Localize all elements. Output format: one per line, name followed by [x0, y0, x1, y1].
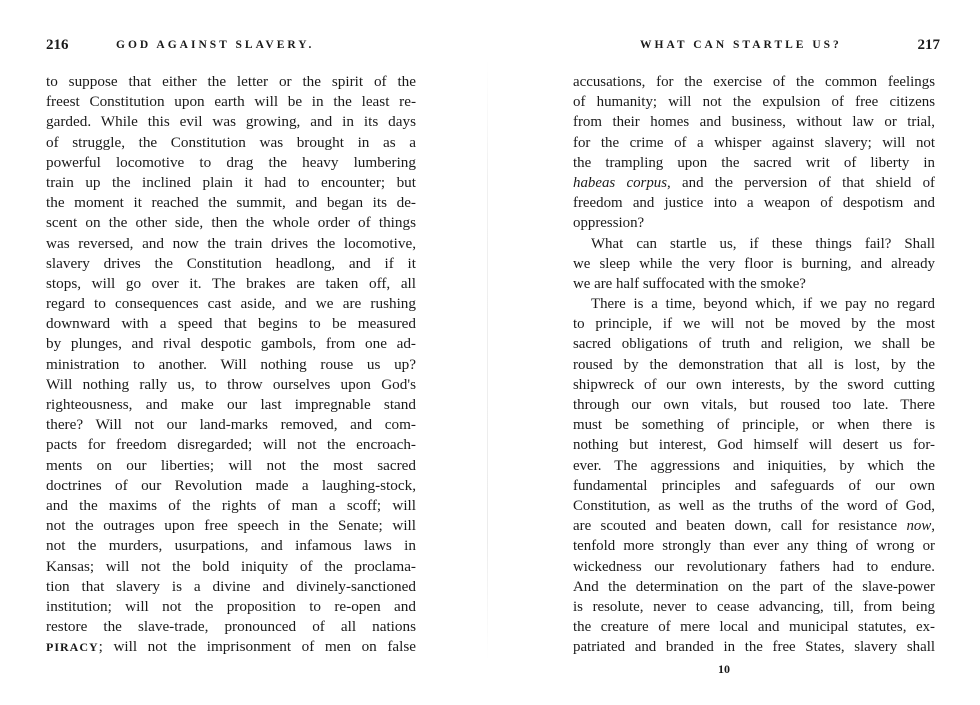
text-line: wickedness our revolutionary fathers had to endure.: [573, 558, 935, 575]
text-line: habeas corpus, and the perversion of that shield of: [573, 174, 935, 191]
text-line: ministration to another. Will nothing rouse us up?: [46, 355, 416, 373]
text-line: by plunges, and rival despotic gambols, from one ad-: [46, 335, 416, 353]
text-line: must be something of principle, or when there is: [573, 417, 935, 434]
text-line: not the outrages upon free speech in the Senate; will: [46, 517, 416, 535]
text-line: tenfold more strongly than ever any thing of wrong or: [573, 538, 935, 555]
text-line: through our own vitals, but roused too late. There: [573, 397, 935, 413]
text-line: And the determination on the part of the slave-power: [573, 578, 935, 595]
text-line: of humanity; will not the expulsion of free citizens: [573, 94, 935, 111]
text-line: of struggle, the Constitution was brought in as a: [46, 133, 416, 151]
text-line: Constitution, as well as the truths of the word of God,: [573, 497, 935, 514]
page-gutter: [487, 60, 488, 660]
text-line: There is a time, beyond which, if we pay no regard: [591, 296, 935, 313]
text-line: ever. The aggressions and iniquities, by which the: [573, 457, 935, 474]
right-page-number: 217: [917, 37, 940, 53]
text-line: stops, will go over it. The brakes are taken off, all: [46, 274, 416, 292]
text-line: regard to consequences cast aside, and we are rushing: [46, 295, 416, 313]
text-line: to principle, if we will not be moved by the most: [573, 316, 935, 333]
text-line: for the crime of a whisper against slavery; will not: [573, 134, 935, 151]
text-line: the moment it reached the summit, and began its de-: [46, 194, 416, 212]
text-line: shipwreck of our own interests, by the sword cutting: [573, 376, 935, 393]
text-line: slavery drives the Constitution headlong, and if it: [46, 254, 416, 272]
text-line: to suppose that either the letter or the spirit of the: [46, 73, 416, 90]
text-line: is resolute, never to cease advancing, till, from being: [573, 598, 935, 615]
text-line: train up the inclined plain it had to encounter; but: [46, 173, 416, 191]
text-line: tion that slavery is a divine and divinely-sanctioned: [46, 577, 416, 595]
text-line: the trampling upon the sacred writ of liberty in: [573, 154, 935, 171]
text-line: was reversed, and now the train drives the locomotive,: [46, 234, 416, 252]
text-line: garded. While this evil was growing, and in its days: [46, 113, 416, 131]
text-line: are scouted and beaten down, call for resistance now,: [573, 518, 935, 535]
text-line: roused by the demonstration that all is lost, by the: [573, 356, 935, 373]
text-line: freedom and justice into a weapon of despotism and: [573, 195, 935, 212]
text-line: not the murders, usurpations, and infamous laws in: [46, 537, 416, 555]
text-line: righteousness, and make our last impregnable stand: [46, 396, 416, 413]
text-line: What can startle us, if these things fail? Shall: [591, 235, 935, 252]
text-line: scent on the other side, then the whole order of things: [46, 214, 416, 232]
text-line: oppression?: [573, 215, 645, 232]
signature-mark: 10: [718, 662, 730, 676]
text-line: accusations, for the exercise of the common feelings: [573, 74, 935, 90]
text-line: restore the slave-trade, pronounced of all nations: [46, 618, 416, 636]
left-running-title: GOD AGAINST SLAVERY.: [116, 39, 315, 51]
text-line: we sleep while the very floor is burning, and already: [573, 255, 935, 272]
right-running-head: [640, 38, 940, 58]
text-line: PIRACY; will not the imprisonment of men on false: [46, 638, 416, 656]
text-line: doctrines of our Revolution made a laughing-stock,: [46, 476, 416, 494]
left-running-head: [46, 38, 420, 58]
text-line: pacts for freedom disregarded; will not the encroach-: [46, 436, 416, 454]
right-body-text: [573, 72, 935, 657]
text-line: from their homes and business, without law or trial,: [573, 114, 935, 131]
text-line: Will nothing rally us, to throw ourselves upon God's: [46, 375, 416, 393]
left-page-number: 216: [46, 37, 69, 53]
text-line: and the maxims of the rights of man a scoff; will: [46, 496, 416, 514]
text-line: the creature of mere local and municipal statutes, ex-: [573, 619, 935, 636]
text-line: patriated and branded in the free States, slavery shall: [573, 639, 935, 656]
text-line: institution; will not the proposition to re-open and: [46, 597, 416, 615]
text-line: ments on our liberties; will not the most sacred: [46, 456, 416, 474]
text-line: downward with a speed that begins to be measured: [46, 315, 416, 333]
text-line: nothing but interest, God himself will desert us for-: [573, 437, 935, 454]
text-line: powerful locomotive to drag the heavy lumbering: [46, 153, 416, 171]
left-body-text: [46, 72, 416, 657]
text-line: Kansas; will not the bold iniquity of the proclama-: [46, 557, 416, 575]
text-line: fundamental principles and safeguards of our own: [573, 477, 935, 494]
right-page: [490, 0, 980, 705]
right-running-title: WHAT CAN STARTLE US?: [640, 39, 842, 51]
text-line: there? Will not our land-marks removed, and com-: [46, 416, 416, 434]
text-line: sacred obligations of truth and religion, we shall be: [573, 336, 935, 353]
text-line: freest Constitution upon earth will be in the least re-: [46, 93, 416, 111]
text-line: we are half suffocated with the smoke?: [573, 275, 806, 292]
